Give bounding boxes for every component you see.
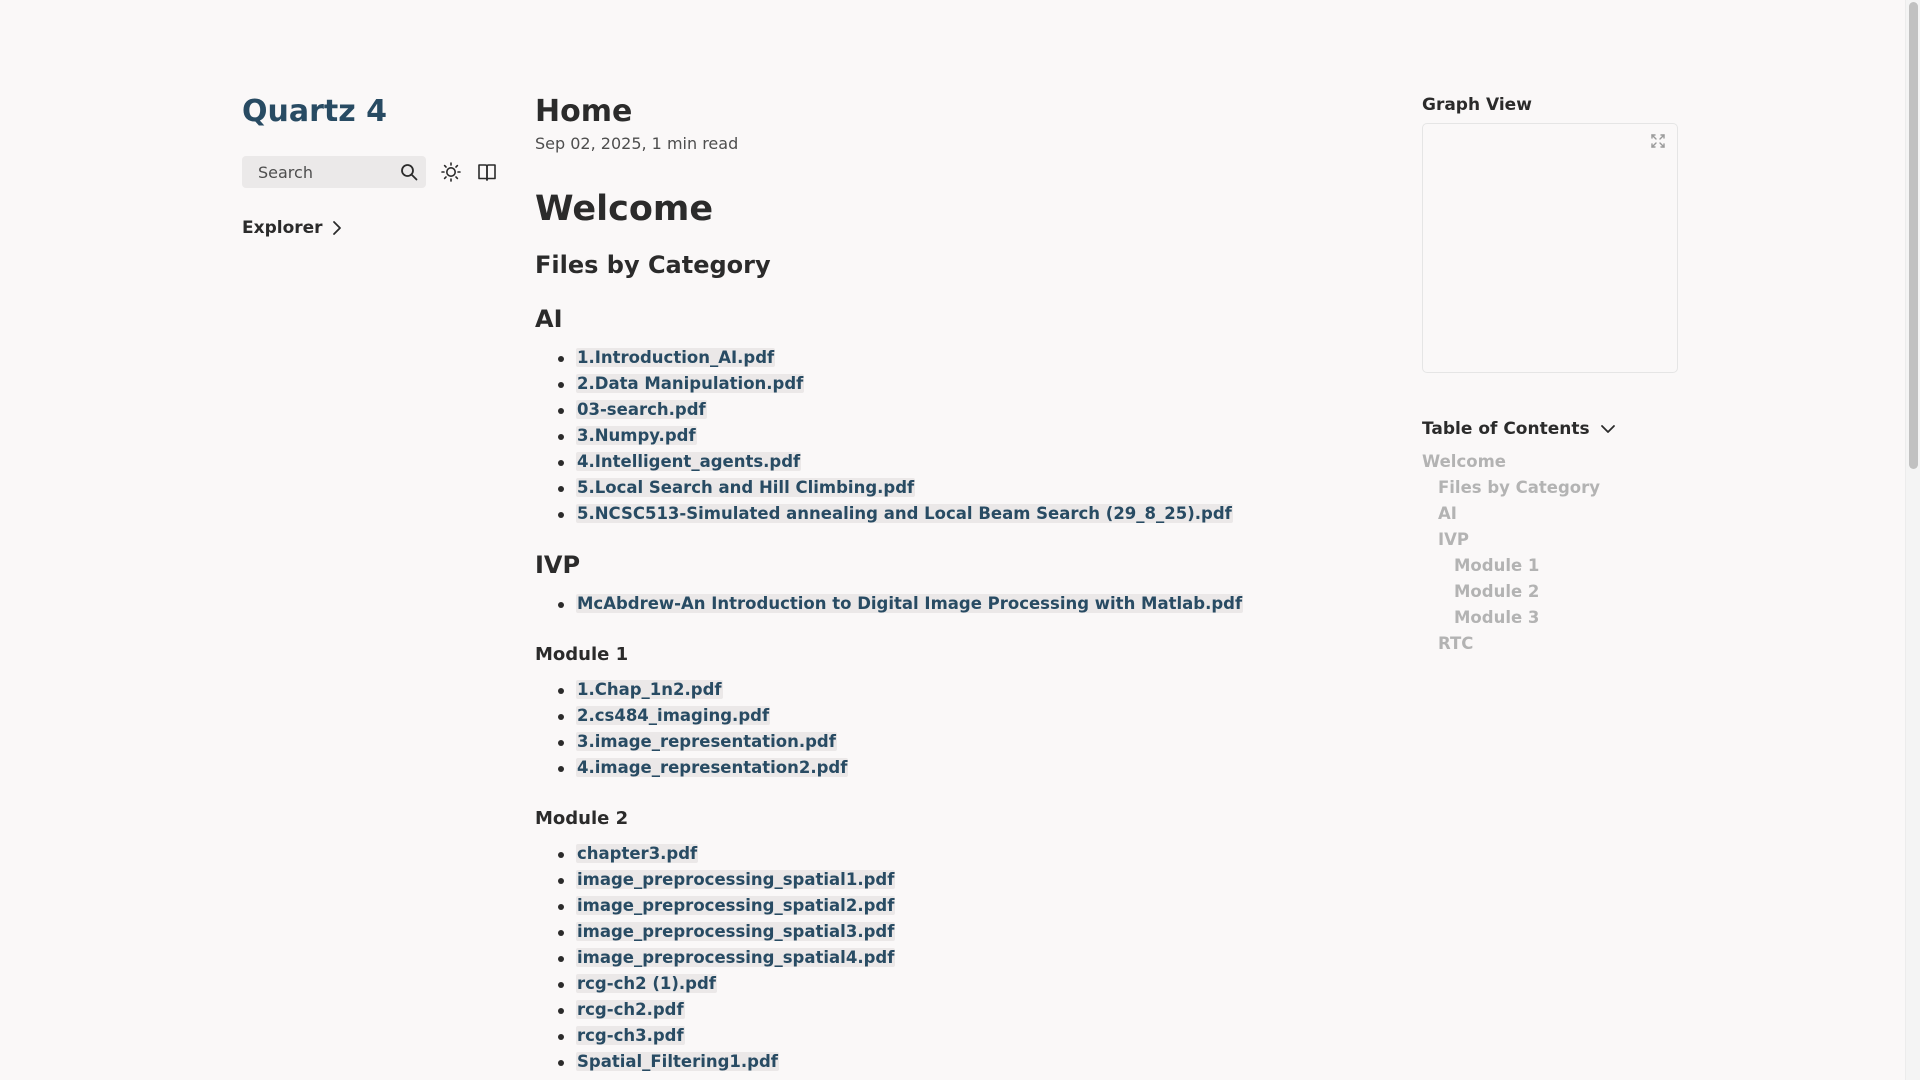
toc-item-welcome[interactable]: Welcome [1422,452,1506,471]
toc-item-rtc[interactable]: RTC [1438,634,1474,653]
file-link[interactable]: 2.Data Manipulation.pdf [577,374,804,393]
left-sidebar [242,94,512,238]
explorer-toggle[interactable] [242,218,512,238]
file-link[interactable]: 4.Intelligent_agents.pdf [577,452,801,471]
article-date: Sep 02, 2025, [535,134,647,153]
page-title: Home [535,94,633,129]
file-link[interactable]: chapter3.pdf [577,844,698,863]
module1-file-list [535,677,1335,781]
file-link[interactable]: 2.cs484_imaging.pdf [577,706,770,725]
file-link[interactable]: 4.image_representation2.pdf [577,758,848,777]
list-item [535,893,1335,919]
list-item [535,371,1335,397]
file-link[interactable]: rcg-ch2.pdf [577,1000,684,1019]
chevron-down-icon [1600,423,1616,435]
list-item [535,449,1335,475]
list-item [535,501,1335,527]
list-item [535,677,1335,703]
ivp-file-list [535,591,1335,617]
toc-list [1422,449,1678,657]
article-meta [535,134,1335,153]
list-item [535,997,1335,1023]
read-time: 1 min read [651,134,739,153]
list-item [535,919,1335,945]
file-link[interactable]: Spatial_Filtering1.pdf [577,1052,778,1071]
article [535,92,1335,1075]
toc-item-ai[interactable]: AI [1438,504,1457,523]
heading-welcome: Welcome [535,189,714,229]
list-item [535,591,1335,617]
list-item [535,971,1335,997]
site-title[interactable]: Quartz 4 [242,94,388,129]
explorer-label: Explorer [242,218,323,238]
file-link[interactable]: 3.image_representation.pdf [577,732,836,751]
list-item [535,841,1335,867]
toc-item-files-by-category[interactable]: Files by Category [1438,478,1601,497]
toolbar [242,156,512,188]
graph-view-title: Graph View [1422,95,1532,115]
list-item [535,475,1335,501]
file-link[interactable]: 5.NCSC513-Simulated annealing and Local Beam Search (29_8_25).pdf [577,504,1232,523]
sun-icon [441,162,461,182]
reader-mode-toggle[interactable] [476,161,498,183]
file-link[interactable]: image_preprocessing_spatial3.pdf [577,922,895,941]
search-icon [400,163,418,181]
file-link[interactable]: 5.Local Search and Hill Climbing.pdf [577,478,915,497]
expand-icon[interactable] [1649,132,1667,150]
scrollbar[interactable] [1905,0,1920,1080]
file-link[interactable]: rcg-ch3.pdf [577,1026,684,1045]
file-link[interactable]: image_preprocessing_spatial2.pdf [577,896,895,915]
file-link[interactable]: rcg-ch2 (1).pdf [577,974,716,993]
list-item [535,1049,1335,1075]
toc-title: Table of Contents [1422,419,1590,439]
heading-files-by-category: Files by Category [535,251,771,279]
list-item [535,423,1335,449]
toc-item-module-3[interactable]: Module 3 [1454,608,1540,627]
toc-item-ivp[interactable]: IVP [1438,530,1470,549]
list-item [535,1023,1335,1049]
file-link[interactable]: 03-search.pdf [577,400,706,419]
list-item [535,729,1335,755]
list-item [535,755,1335,781]
toc-item-module-1[interactable]: Module 1 [1454,556,1540,575]
book-icon [477,162,497,182]
ai-file-list [535,345,1335,527]
file-link[interactable]: 1.Chap_1n2.pdf [577,680,722,699]
scrollbar-thumb[interactable] [1909,2,1918,469]
file-link[interactable]: 3.Numpy.pdf [577,426,696,445]
file-link[interactable]: image_preprocessing_spatial4.pdf [577,948,895,967]
list-item [535,345,1335,371]
toc-item-module-2[interactable]: Module 2 [1454,582,1540,601]
heading-ai: AI [535,305,563,333]
file-link[interactable]: 1.Introduction_AI.pdf [577,348,775,367]
right-sidebar [1422,94,1678,657]
file-link[interactable]: image_preprocessing_spatial1.pdf [577,870,895,889]
file-link[interactable]: McAbdrew-An Introduction to Digital Image Processing with Matlab.pdf [577,594,1243,613]
graph-view[interactable] [1422,123,1678,373]
heading-module-1: Module 1 [535,644,629,665]
heading-ivp: IVP [535,551,581,579]
chevron-right-icon [331,220,343,236]
toc-toggle[interactable] [1422,419,1678,439]
list-item [535,945,1335,971]
list-item [535,867,1335,893]
search-button[interactable] [242,156,426,188]
heading-module-2: Module 2 [535,808,629,829]
list-item [535,397,1335,423]
module2-file-list [535,841,1335,1075]
darkmode-toggle[interactable] [440,161,462,183]
list-item [535,703,1335,729]
search-placeholder: Search [258,162,313,182]
